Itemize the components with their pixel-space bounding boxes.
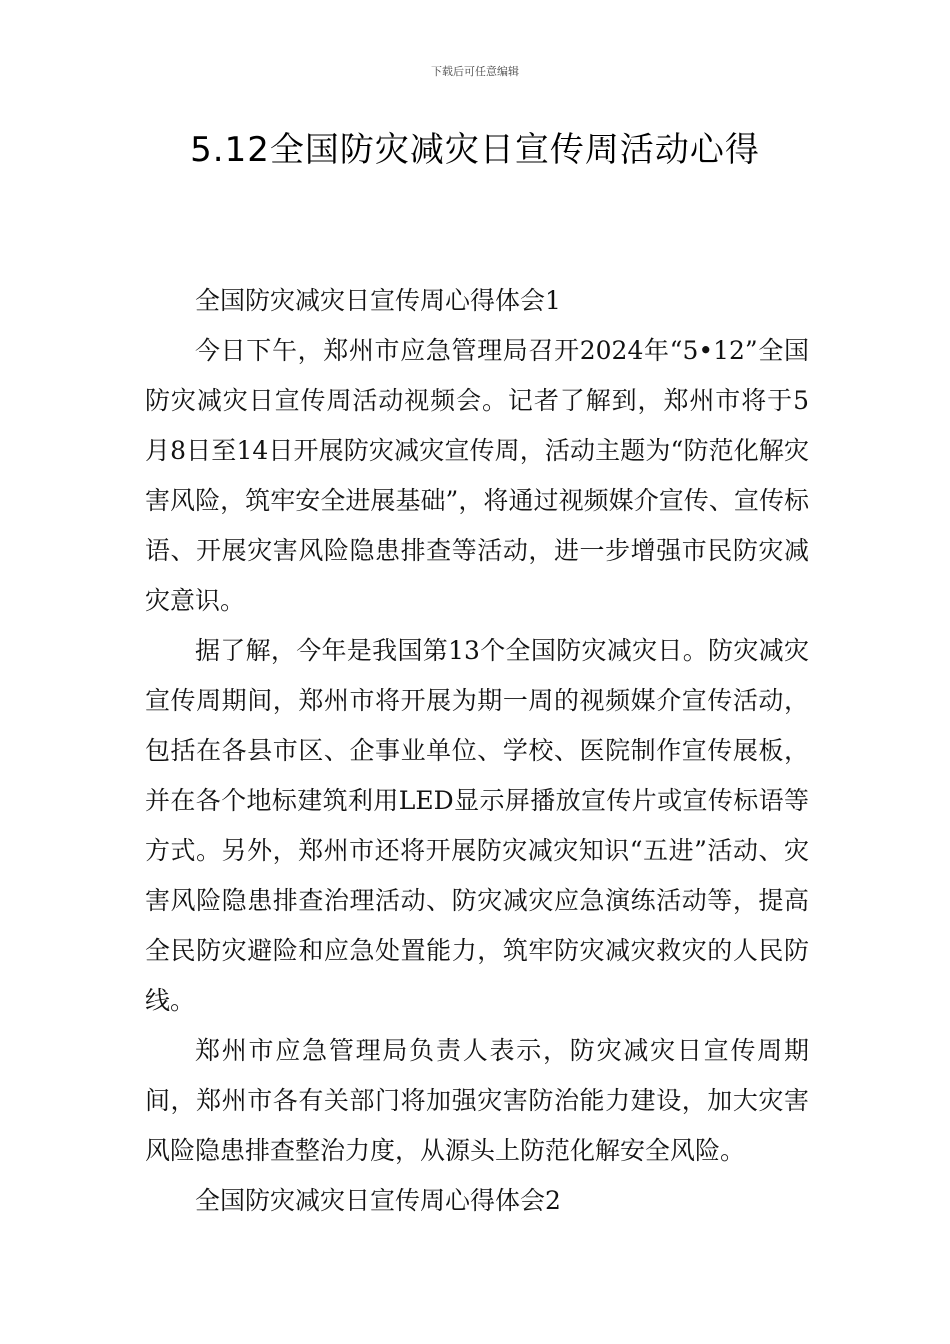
body-paragraph: 郑州市应急管理局负责人表示，防灾减灾日宣传周期间，郑州市各有关部门将加强灾害防治能力建设，加大灾害风险隐患排查整治力度，从源头上防范化解安全风险。	[145, 1036, 809, 1165]
header-note: 下载后可任意编辑	[431, 65, 519, 78]
section-heading: 全国防灾减灾日宣传周心得体会1	[195, 286, 561, 315]
document-body	[145, 276, 809, 1226]
section-heading: 全国防灾减灾日宣传周心得体会2	[195, 1186, 561, 1215]
body-paragraph: 据了解，今年是我国第13个全国防灾减灾日。防灾减灾宣传周期间，郑州市将开展为期一周的视频媒介宣传活动，包括在各县市区、企事业单位、学校、医院制作宣传展板，并在各个地标建筑利用LED显示屏播放宣传片或宣传标语等方式。另外，郑州市还将开展防灾减灾知识“五进”活动、灾害风险隐患排查治理活动、防灾减灾应急演练活动等，提高全民防灾避险和应急处置能力，筑牢防灾减灾救灾的人民防线。	[145, 636, 809, 1015]
body-paragraph: 今日下午，郑州市应急管理局召开2024年“5•12”全国防灾减灾日宣传周活动视频会。记者了解到，郑州市将于5月8日至14日开展防灾减灾宣传周，活动主题为“防范化解灾害风险，筑牢安全进展基础”，将通过视频媒介宣传、宣传标语、开展灾害风险隐患排查等活动，进一步增强市民防灾减灾意识。	[145, 336, 809, 615]
document-title: 5.12全国防灾减灾日宣传周活动心得	[190, 130, 760, 170]
